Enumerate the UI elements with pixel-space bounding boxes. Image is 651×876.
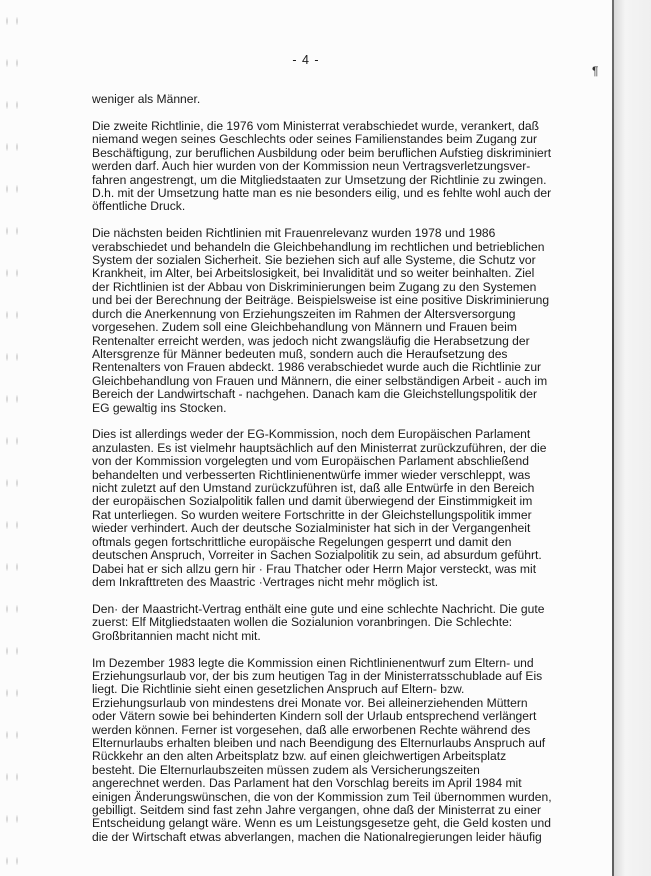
scan-edge-shadow (614, 0, 651, 876)
paragraph (92, 601, 545, 643)
text-line: fahren angestrengt, um die Mitgliedstaaten zur Umsetzung der Richtlinie zu zwingen. (92, 172, 547, 187)
paragraph (92, 118, 552, 214)
text-line: der europäischen Sozialpolitik fallen und damit überwiegend der Einstimmigkeit im (92, 494, 533, 509)
text-line: D.h. mit der Umsetzung hatte man es nie besonders eilig, und es fehlte wohl auch der (92, 185, 552, 200)
text-line: oftmals gegen fortschrittliche europäische Regelungen gesperrt und damit den (92, 534, 512, 549)
text-line: öffentliche Druck. (92, 199, 186, 214)
text-line: verabschiedet und behandeln die Gleichbehandlung im rechtlichen und betrieblichen (92, 239, 545, 254)
scan-punch-marks (2, 0, 18, 876)
text-line: zuerst: Elf Mitgliedstaaten wollen die Sozialunion voranbringen. Die Schlechte: (92, 615, 513, 630)
text-line: der Richtlinien ist der Abbau von Diskriminierungen beim Zugang zu den Systemen (92, 279, 537, 294)
text-line: weniger als Männer. (92, 92, 201, 106)
text-line: durch die Anerkennung von Erziehungszeiten im Rahmen der Altersversorgung (92, 306, 516, 321)
scan-speck: ¶ (592, 64, 599, 78)
text-line: Erziehungsurlaub von mindestens drei Monate vor. Bei alleinerziehenden Müttern (92, 695, 528, 710)
text-line: behandelten und verbesserten Richtlinienentwürfe immer wieder verschleppt, was (92, 467, 531, 482)
text-line: Großbritannien macht nicht mit. (92, 628, 261, 643)
text-line: Bereich der Landwirtschaft - nachgehen. Danach kam die Gleichstellungspolitik der (92, 387, 538, 402)
text-line: vorgesehen. Zudem soll eine Gleichbehandlung von Männern und Frauen beim (92, 320, 517, 335)
text-line: Elternurlaubs erhalten bleiben und nach Beendigung des Elternurlaubs Anspruch auf (92, 735, 546, 750)
document-body (92, 92, 552, 858)
text-line: niemand wegen seines Geschlechts oder seines Familienstandes beim Zugang zur (92, 132, 538, 147)
page-number: - 4 - (292, 53, 320, 67)
text-line: Erziehungsurlaub vor, der bis zum heutigen Tag in der Ministerratsschublade auf Eis (92, 668, 543, 683)
text-line: dem Inkrafttreten des Maastric ·Vertrages nicht mehr möglich ist. (92, 574, 439, 589)
text-line: wieder verhindert. Auch der deutsche Sozialminister hat sich in der Vergangenheit (92, 521, 531, 536)
text-line: Altersgrenze für Männer bedeuten muß, sondern auch die Heraufsetzung des (92, 346, 508, 361)
text-line: Den· der Maastricht-Vertrag enthält eine gute und eine schlechte Nachricht. Die gute (92, 601, 545, 616)
text-line: Krankheit, im Alter, bei Arbeitslosigkeit, bei Invalidität und so weiter beinhalten. Ziel (92, 266, 535, 281)
text-line: Die zweite Richtlinie, die 1976 vom Ministerrat verabschiedet wurde, verankert, daß (92, 118, 539, 133)
text-line: oder Vätern sowie bei behinderten Kindern soll der Urlaub entsprechend verlängert (92, 709, 537, 724)
text-line: einigen Änderungswünschen, die von der Kommission zum Teil übernommen wurden, (92, 789, 552, 804)
text-line: Beschäftigung, zur beruflichen Ausbildung oder beim beruflichen Aufstieg diskriminiert (92, 145, 552, 160)
text-line: Dies ist allerdings weder der EG-Kommission, noch dem Europäischen Parlament (92, 427, 531, 442)
text-line: liegt. Die Richtlinie sieht einen gesetzlichen Anspruch auf Eltern- bzw. (92, 682, 465, 697)
text-line: Die nächsten beiden Richtlinien mit Frauenrelevanz wurden 1978 und 1986 (92, 226, 496, 241)
text-line: werden können. Ferner ist vorgesehen, daß alle erworbenen Rechte während des (92, 722, 531, 737)
text-line: deutschen Anspruch, Vorreiter in Sachen Sozialpolitik zu sein, ad absurdum geführt. (92, 548, 542, 563)
text-line: gebilligt. Seitdem sind fast zehn Jahre vergangen, ohne daß der Ministerrat zu einer (92, 803, 542, 817)
text-line: werden darf. Auch hier wurden von der Kommission neun Vertragsverletzungsver- (92, 159, 531, 174)
paragraph (92, 655, 552, 845)
paragraph (92, 427, 547, 589)
text-line: die der Wirtschaft etwas abverlangen, machen die Nationalregierungen leider häufig (92, 829, 542, 844)
text-line: anzulasten. Es ist vielmehr hauptsächlich auf den Ministerrat zurückzuführen, der die (92, 440, 547, 455)
text-line: besteht. Die Elternurlaubszeiten müssen zudem als Versicherungszeiten (92, 762, 480, 777)
text-line: Rückkehr an den alten Arbeitsplatz bzw. auf einen gleichwertigen Arbeitsplatz (92, 749, 507, 764)
text-line: Im Dezember 1983 legte die Kommission einen Richtlinienentwurf zum Eltern- und (92, 655, 534, 670)
text-line: angerechnet werden. Das Parlament hat den Vorschlag bereits im April 1984 mit (92, 776, 522, 791)
paragraph (92, 226, 550, 415)
text-line: Gleichbehandlung von Frauen und Männern, die einer selbständigen Arbeit - auch im (92, 373, 548, 388)
text-line: und bei der Berechnung der Beiträge. Beispielsweise ist eine positive Diskriminierung (92, 293, 550, 308)
text-line: Entscheidung gelangt wäre. Wenn es um Leistungsgesetze geht, die Geld kosten und (92, 816, 551, 831)
text-line: Rat unterliegen. So wurden weitere Fortschritte in der Gleichstellungspolitik immer (92, 507, 532, 522)
text-line: Rentenalter erreicht werden, was jedoch nicht zwangsläufig die Herabsetzung der (92, 333, 530, 348)
text-line: EG gewaltig ins Stocken. (92, 400, 227, 415)
paragraph (92, 93, 530, 106)
text-line: Rentenalters von Frauen abdeckt. 1986 verabschiedet wurde auch die Richtlinie zur (92, 360, 542, 375)
text-line: Dabei hat er sich allzu gern hir · Frau Thatcher oder Herrn Major versteckt, was mit (92, 561, 537, 576)
text-line: von der Kommission vorgelegten und vom Europäischen Parlament abschließend (92, 454, 529, 469)
text-line: System der sozialen Sicherheit. Sie beziehen sich auf alle Systeme, die Schutz vor (92, 253, 536, 268)
text-line: nicht zuletzt auf den Umstand zurückzuführen ist, daß alle Entwürfe in den Bereich (92, 481, 535, 496)
